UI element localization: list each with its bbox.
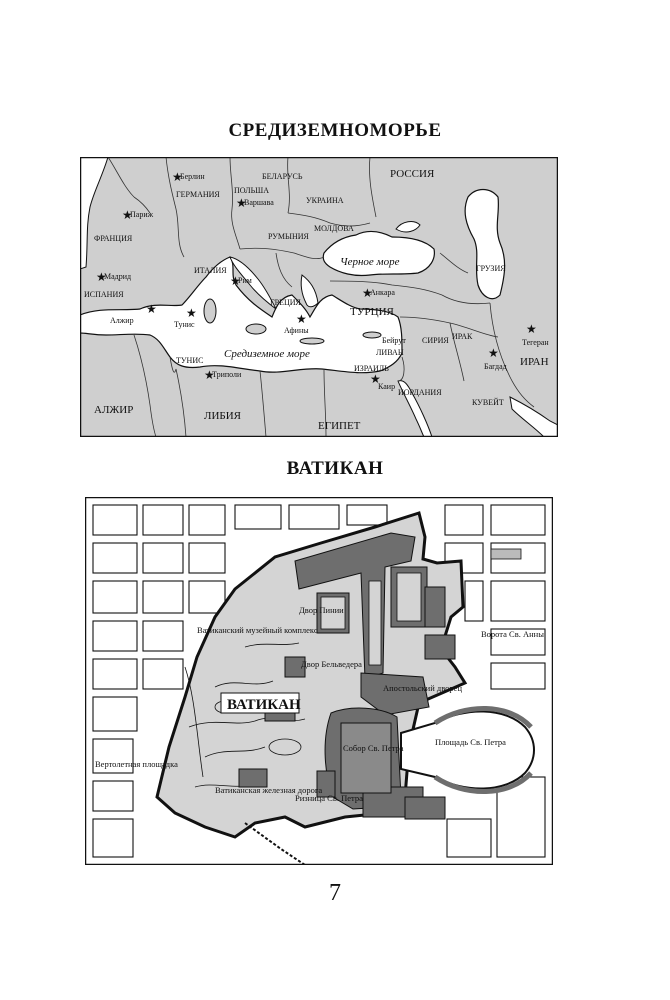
page-number: 7 (329, 880, 341, 906)
label-syria: СИРИЯ (422, 336, 449, 345)
label-greece: ГРЕЦИЯ (270, 298, 301, 307)
crete (300, 338, 324, 344)
label-st-peters-basilica: Собор Св. Петра (343, 743, 404, 753)
star-algiers-icon: ★ (146, 302, 157, 316)
label-moldova: МОЛДОВА (314, 224, 354, 233)
label-italy: ИТАЛИЯ (194, 266, 227, 275)
label-kuwait: КУВЕЙТ (472, 398, 504, 407)
label-belarus: БЕЛАРУСЬ (262, 172, 303, 181)
label-black-sea: Черное море (340, 256, 400, 268)
sicily (246, 324, 266, 334)
city-tehran: Тегеран (522, 338, 549, 347)
label-libya: ЛИБИЯ (204, 410, 242, 422)
gray-block-ne (491, 549, 521, 559)
city-baghdad: Багдад (484, 362, 507, 371)
city-cairo: Каир (378, 382, 396, 391)
label-spain: ИСПАНИЯ (84, 290, 124, 299)
label-israel: ИЗРАИЛЬ (354, 364, 389, 373)
label-france: ФРАНЦИЯ (94, 234, 133, 243)
label-belvedere-court: Двор Бельведера (301, 659, 362, 669)
mediterranean-map (80, 157, 558, 437)
label-mediterranean-sea: Средиземное море (224, 348, 310, 360)
label-georgia: ГРУЗИЯ (476, 264, 506, 273)
city-athens: Афины (284, 326, 309, 335)
label-algeria: АЛЖИР (94, 404, 134, 416)
star-tunis-icon: ★ (186, 306, 197, 320)
city-madrid: Мадрид (104, 272, 132, 281)
star-tehran-icon: ★ (526, 322, 537, 336)
label-apostolic-palace: Апостольский дворец (383, 683, 463, 693)
label-egypt: ЕГИПЕТ (318, 420, 361, 432)
star-paris-icon: ★ (122, 208, 133, 222)
label-pinecone-court: Двор Пинии (299, 605, 344, 615)
label-germany: ГЕРМАНИЯ (176, 190, 220, 199)
city-tunis: Тунис (174, 320, 195, 329)
star-madrid-icon: ★ (96, 270, 107, 284)
label-russia: РОССИЯ (390, 168, 435, 180)
label-railway-station: Ватиканская железная дорога (215, 785, 323, 795)
city-rome: Рим (238, 276, 252, 285)
label-st-anne-gate: Ворота Св. Анны (481, 629, 544, 639)
vatican-map (85, 497, 553, 865)
label-tunisia: ТУНИС (176, 356, 204, 365)
label-turkey: ТУРЦИЯ (350, 306, 394, 318)
star-ankara-icon: ★ (362, 286, 373, 300)
city-berlin: Берлин (180, 172, 205, 181)
mediterranean-map-title: СРЕДИЗЕМНОМОРЬЕ (228, 120, 442, 141)
label-heliport: Вертолетная площадка (95, 759, 178, 769)
star-rome-icon: ★ (230, 274, 241, 288)
city-paris: Париж (130, 210, 154, 219)
vatican-map-label: ВАТИКАН (227, 697, 301, 713)
cathedral-dome-area (341, 723, 391, 793)
label-museum-complex: Ватиканский музейный комплекс (197, 625, 318, 635)
city-beirut: Бейрут (382, 336, 406, 345)
cyprus (363, 332, 381, 338)
star-baghdad-icon: ★ (488, 346, 499, 360)
star-tripoli-icon: ★ (204, 368, 215, 382)
star-warsaw-icon: ★ (236, 196, 247, 210)
label-st-peters-square: Площадь Св. Петра (435, 737, 506, 747)
label-iran: ИРАН (520, 356, 549, 368)
label-poland: ПОЛЬША (234, 186, 270, 195)
label-jordan: ИОРДАНИЯ (398, 388, 442, 397)
vatican-map-title: ВАТИКАН (286, 458, 384, 479)
label-lebanon: ЛИВАН (376, 348, 404, 357)
label-st-peters-sacristy: Ризница Св. Петра (295, 793, 363, 803)
star-cairo-icon: ★ (370, 372, 381, 386)
city-tripoli: Триполи (212, 370, 242, 379)
star-berlin-icon: ★ (172, 170, 183, 184)
label-iraq: ИРАК (452, 332, 473, 341)
label-ukraine: УКРАИНА (306, 196, 344, 205)
city-warsaw: Варшава (244, 198, 274, 207)
sardinia (204, 299, 216, 323)
star-athens-icon: ★ (296, 312, 307, 326)
city-algiers: Алжир (110, 316, 134, 325)
city-ankara: Анкара (370, 288, 395, 297)
label-romania: РУМЫНИЯ (268, 232, 309, 241)
